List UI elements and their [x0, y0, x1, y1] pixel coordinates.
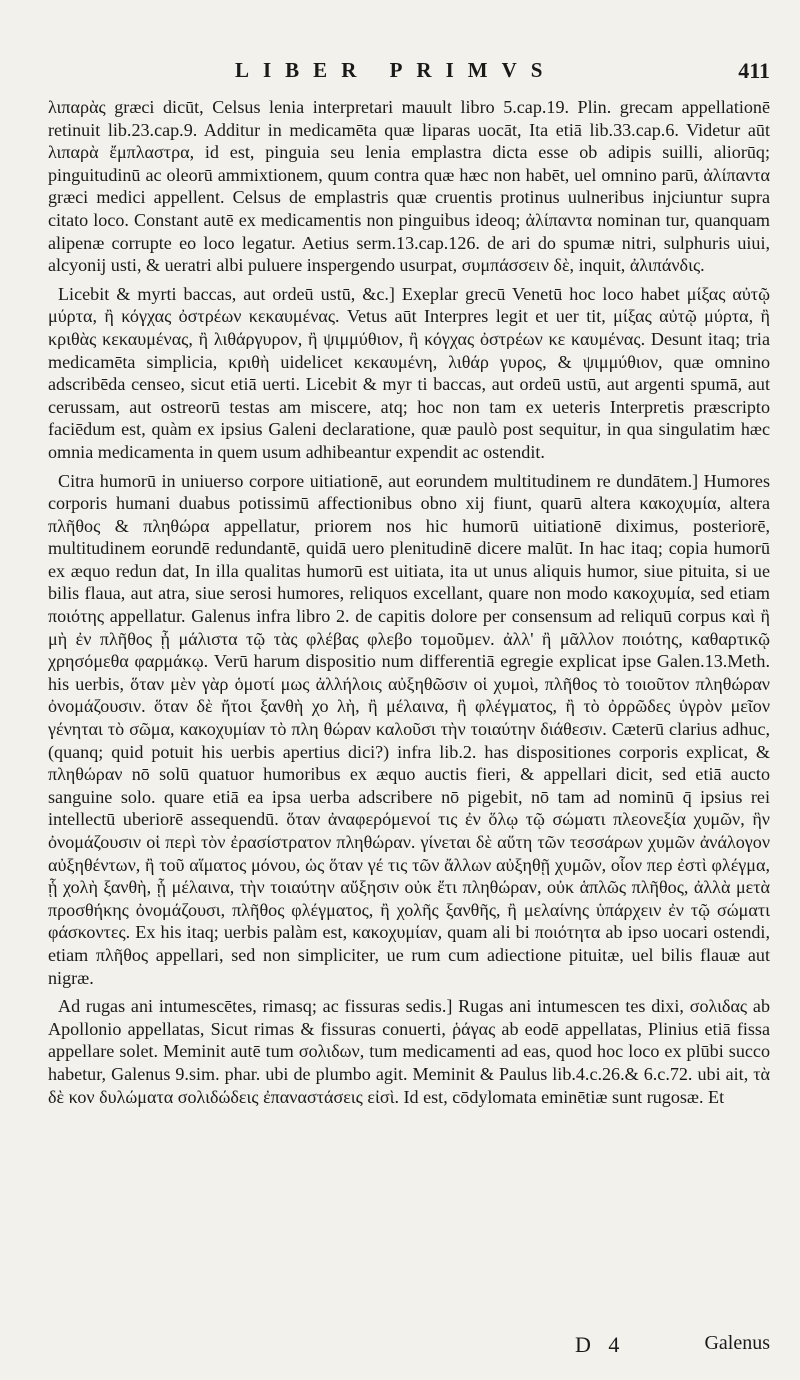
- paragraph: Licebit & myrti baccas, aut ordeū ustū, &c.] Exeplar grecū Venetū hoc loco habet μίξας αὐτῷ μύρτα, ἢ κόγχας ὀστρέων κεκαυμένας. Vetus aūt Interpres legit et uer tit, μίξας αὐτῷ μύρτα, ἢ κριθὰς κεκαυμένας, ἢ λιθάργυρον, ἢ ψιμμύθιον, ἢ κόγχας ὀστρέων κε καυμένας. Desunt itaq; tria medicamēta simplicia, κριθὴ uidelicet κεκαυμένη, λιθάρ γυρος, & ψιμμύθιον, quæ omnino adscribēda censeo, sicut etiā uerti. Licebit & myr ti baccas, aut ordeū ustū, aut argenti spumā, aut cerussam, aut ostreorū testas am miscere, atq; hoc non tam ex ueteris Interpretis præscripto faciēdum est, quàm ex ipsius Galeni declaratione, quæ paulò post sequitur, in qua singulatim hæc omnia medicamenta in quem usum adhibeantur expendit ac ostendit.: [48, 283, 770, 462]
- paragraph: Ad rugas ani intumescētes, rimasq; ac fissuras sedis.] Rugas ani intumescen tes dixi, σολιδας ab Apollonio appellatas, Sicut rimas & fissuras conuerti, ῥάγας ab eodē appellatas, Plinius etiā fissa appellare solet. Meminit autē tum σολιδων, tum medicamenti ad eas, quod hoc loco ex plūbi succo habetur, Galenus 9.sim. phar. ubi de plumbo agit. Meminit & Paulus lib.4.c.26.& 6.c.72. ubi ait, τὰ δὲ κον δυλώματα σολιδώδεις ἐπαναστάσεις εἰσὶ. Id est, cōdylomata eminētiæ sunt rugosæ. Et: [48, 996, 770, 1107]
- folio-number: 411: [738, 58, 770, 83]
- body-text: [48, 96, 770, 1114]
- running-head: [0, 58, 800, 88]
- paragraph: Citra humorū in uniuerso corpore uitiationē, aut eorundem multitudinem re dundātem.] Humores corporis humani duabus potissimū affectionibus obno xij fiunt, quarū altera κακοχυμία, altera πλῆθος & πληθώρα appellatur, priorem nos hic humorū uitiationē diximus, posteriorē, multitudinem eorundē redundantē, quidā uero plenitudinē dicere malūt. In hac itaq; copia humorū ex æquo redun dat, In illa qualitas humorū est uitiata, ita ut unus aliquis humor, siue pituita, si ue bilis flaua, aut atra, siue serosi humores, reliquos excellant, quare non modo κακοχυμία, sed etiam ποιότης appellatur. Galenus infra libro 2. de capitis dolore per consensum ad reliquū corpus καὶ ἢ μὴ ἐν πλῆθος ᾖ μάλιστα τῷ τὰς φλέβας φλεβο τομοῦμεν. ἀλλ' ἢ μᾶλλον ποιότης, καθαρτικῷ χρησόμεθα φαρμάκῳ. Verū harum dispositio num differentiā egregie explicat ipse Galen.13.Meth. his uerbis, ὅταν μὲν γὰρ ὁμοτί μως ἀλλήλοις αὐξηθῶσιν οἱ χυμοὶ, πλῆθος τὸ τοιοῦτον πληθώραν ὀνομάζουσιν. ὅταν δὲ ἤτοι ξανθὴ χο λὴ, ἢ μέλαινα, ἢ φλέγματος, ἢ τὸ ὀρρῶδες ὑγρὸν μεῖον γένηται τὸ σῶμα, κακοχυμίαν τὸ πλη θώραν καλοῦσι τὴν τοιαύτην διάθεσιν. Cæterū clarius adhuc, (quanq; quid potuit his uerbis apertius dici?) infra lib.2. has dispositiones corporis explicat, & πληθώραν nō solū quatuor humoribus ex æquo auctis fieri, & appellari dicit, sed etiā aucto sanguine solo. quare etiā ea ipsa uerba adscribere nō pigebit, nō tam ad nominū q̄ ipsius rei intellectū uberiorē assequendū. ὅταν ἀναφερόμενοί τις ἐν ὅλῳ τῷ σώματι πλεονεξία χυμῶν, ἣν ὀνομάζουσιν οἱ περὶ τὸν ἐρασίστρατον πληθώραν. γίνεται δὲ αὕτη τῶν τεσσάρων χυμῶν ἀνάλογον αὐξηθέντων, ἢ τοῦ αἵματος μόνου, ὡς ὅταν γέ τις τῶν ἄλλων αὐξηθῇ χυμῶν, οἷον περ ἐστὶ φλέγμα, ᾗ χολὴ ξανθὴ, ᾗ μέλαινα, τὴν τοιαύτην αὔξησιν οὐκ ἔτι πληθώραν, οὐκ ἁπλῶς πλῆθος, ἀλλὰ μετὰ προσθήκης ὀνομάζουσι, πλῆθος φλέγματος, ἢ χολῆς ξανθῆς, ἢ μελαίνης ὑπάρχειν ἐν τῷ σώματι φάσκοντες. Ex his itaq; uerbis palàm est, κακοχυμίαν, quam ali bi ποιότητα ab ipso uocari ostendi, etiam πλῆθος appellari, sed non simpliciter, ue rum cum adiectione pituitæ, uel bilis flauæ aut nigræ.: [48, 470, 770, 988]
- page-footer: [0, 1332, 800, 1362]
- paragraph: λιπαρὰς græci dicūt, Celsus lenia interpretari mauult libro 5.cap.19. Plin. grecam appellationē retinuit lib.23.cap.9. Additur in medicamēta quæ liparas uocāt, Ita etiā lib.33.cap.6. Videtur aūt λιπαρὰ ἔμπλαστρα, id est, pinguia seu lenia emplastra dicta esse ob adipis suilli, aliorūq; pinguitudinū ac oleorū ammixtionem, quum contra quæ hæc non habēt, uel omnino parū, ἀλίπαντα græci medici appellent. Celsus de emplastris quæ cruentis protinus uulneribus injciuntur supra citato loco. Constant autē ex medicamentis non pinguibus ideoq; ἀλίπαντα nominan tur, quanquam alipenæ corrupte eo loco legatur. Aetius serm.13.cap.126. de ari do spumæ nitri, sulphuris uiui, alcyonij usti, & ueratri albi puluere inspergendo usurpat, συμπάσσειν δὲ, inquit, ἀλιπάνδις.: [48, 97, 770, 276]
- catchword: Galenus: [704, 1332, 770, 1354]
- signature-mark: D 4: [575, 1332, 626, 1357]
- running-title: LIBER PRIMVS: [235, 58, 557, 82]
